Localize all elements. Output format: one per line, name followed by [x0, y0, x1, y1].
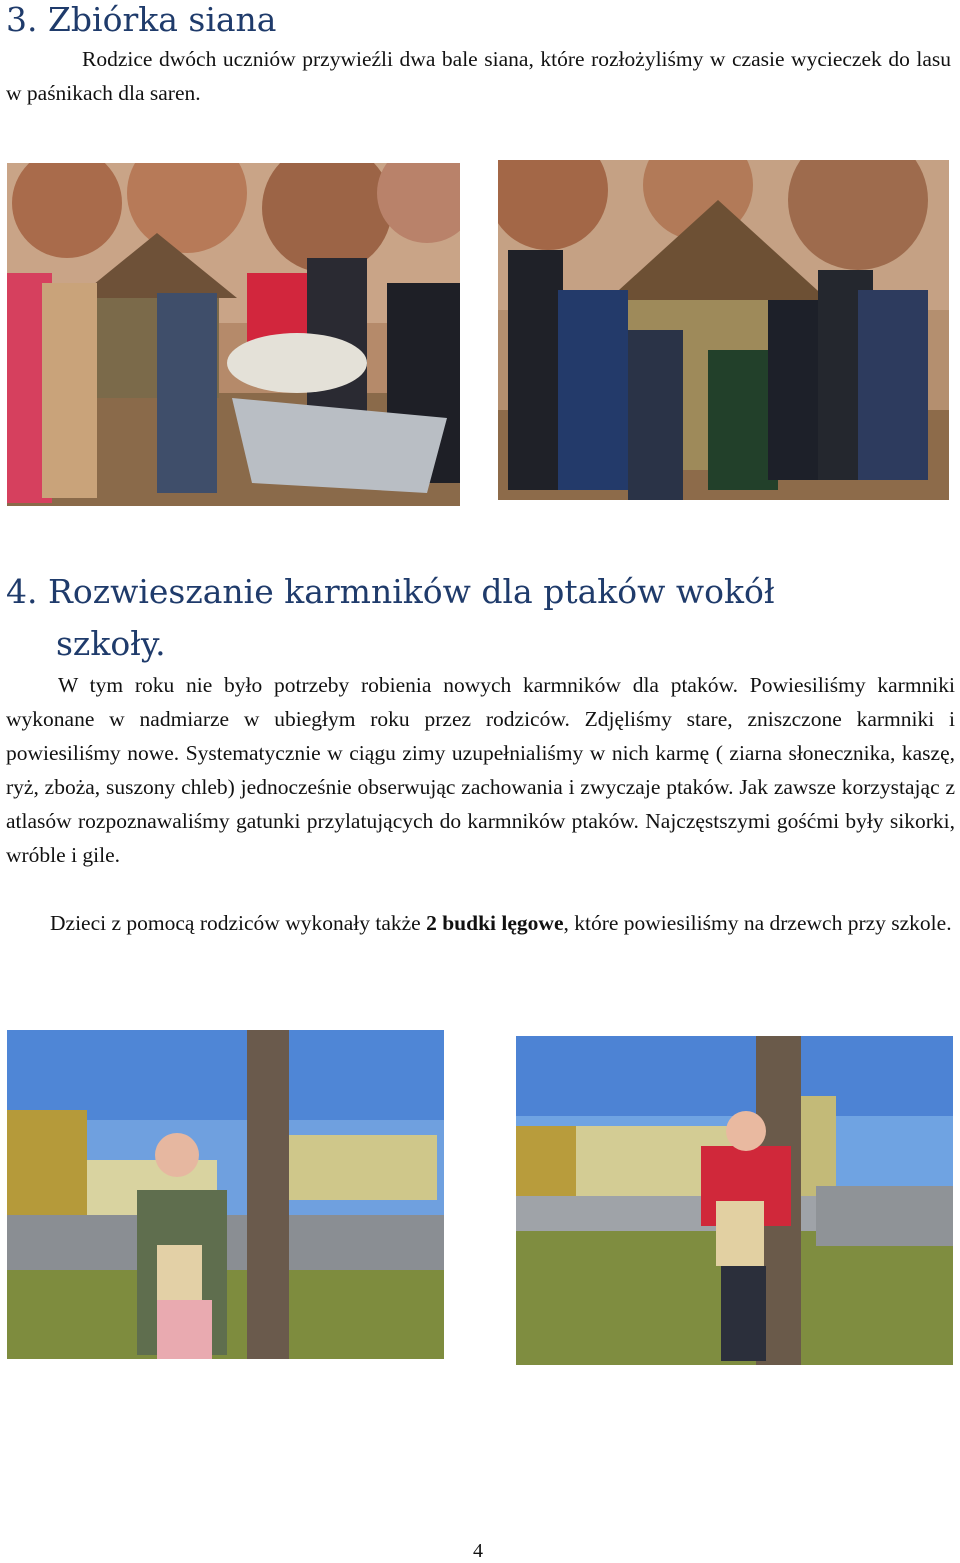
section-3-heading: 3. Zbiórka siana: [6, 0, 277, 39]
photo-hay-unloading: [7, 163, 460, 506]
page-number: 4: [473, 1540, 483, 1562]
birdhouses-text-start: Dzieci z pomocą rodziców wykonały także: [50, 911, 427, 935]
section-4-paragraph-birdhouses: [6, 906, 955, 940]
birdhouses-bold: 2 budki lęgowe: [426, 911, 564, 935]
photo-girl-with-birdhouse-2: [516, 1036, 953, 1365]
section-4-paragraph: W tym roku nie było potrzeby robienia nowych karmników dla ptaków. Powiesiliśmy karmniki wykonane w nadmiarze w ubiegłym roku przez rodziców. Zdjęliśmy stare, zniszczone karmniki i powiesiliśmy nowe. Systematycznie w ciągu zimy uzupełnialiśmy w nich karmę ( ziarna słonecznika, kaszę, ryż, zboża, suszony chleb) jednocześnie obserwując zachowania i zwyczaje ptaków. Jak zawsze korzystając z atlasów rozpoznawaliśmy gatunki przylatujących do karmników ptaków. Najczęstszymi gośćmi były sikorki, wróble i gile.: [6, 673, 955, 867]
birdhouses-text-end: , które powiesiliśmy na drzewch przy szkole.: [563, 911, 952, 935]
photo-group-at-feeder: [498, 160, 949, 500]
section-3-text: Rodzice dwóch uczniów przywieźli dwa bale siana, które rozłożyliśmy w czasie wycieczek do lasu w paśnikach dla saren.: [6, 47, 951, 105]
section-4-heading: 4. Rozwieszanie karmników dla ptaków wokół: [6, 572, 775, 611]
section-4-heading-continued: szkoły.: [56, 624, 166, 663]
photo-girl-with-birdhouse-1: [7, 1030, 444, 1359]
